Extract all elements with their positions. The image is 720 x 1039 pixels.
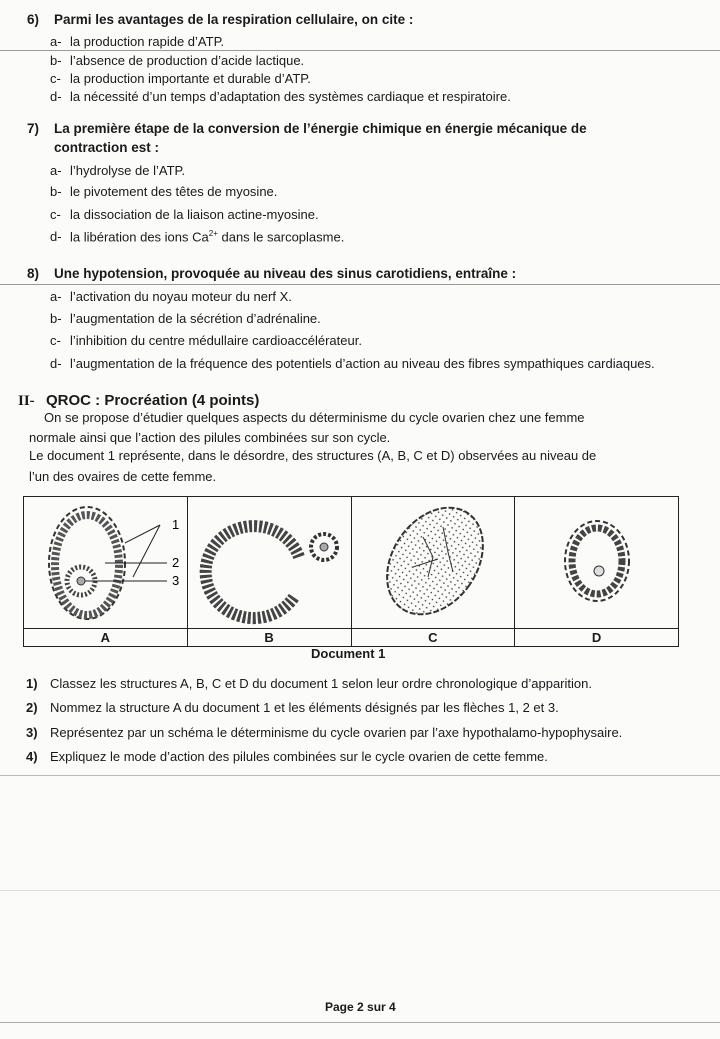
q6-a: a- la production rapide d’ATP. — [50, 34, 225, 49]
corpus-luteum-drawing — [353, 497, 513, 625]
q8-b: b- l’augmentation de la sécrétion d’adrénaline. — [50, 311, 321, 326]
page-number: Page 2 sur 4 — [325, 1000, 396, 1014]
figure-b — [187, 497, 351, 629]
q7-d: d- la libération des ions $Ca^{2+}$ dans le sarcoplasme. — [50, 229, 345, 245]
section-title: II- QROC : Procréation (4 points) — [18, 392, 260, 409]
question-2: 2) Nommez la structure A du document 1 et les éléments désignés par les flèches 1, 2 et 3. — [26, 700, 559, 715]
q7-title: 7) La première étape de la conversion de l’énergie chimique en énergie mécanique de — [27, 121, 587, 136]
q7-a: a- l’hydrolyse de l’ATP. — [50, 163, 186, 178]
cavitary-follicle-drawing — [517, 497, 677, 625]
label-b: B — [187, 629, 351, 647]
q7-title-2: contraction est : — [54, 140, 160, 155]
question-4: 4) Expliquez le mode d’action des pilules combinées sur le cycle ovarien de cette femme. — [26, 749, 548, 764]
q7-c: c- la dissociation de la liaison actine-myosine. — [50, 207, 319, 222]
q6-b: b- l’absence de production d’acide lactique. — [50, 53, 305, 68]
q8-a: a- l’activation du noyau moteur du nerf X. — [50, 289, 292, 304]
figure-a — [24, 497, 188, 629]
arrow-label-1: 1 — [172, 517, 180, 532]
intro-line-1: On se propose d’étudier quelques aspects du déterminisme du cycle ovarien chez une femme — [44, 410, 585, 425]
ovulation-drawing — [189, 497, 349, 625]
document-1-table — [23, 496, 679, 647]
question-1: 1) Classez les structures A, B, C et D du document 1 selon leur ordre chronologique d’apparition. — [26, 676, 592, 691]
arrow-label-2: 2 — [172, 555, 180, 570]
intro-line-3: Le document 1 représente, dans le désordre, des structures (A, B, C et D) observées au niveau de — [29, 448, 597, 463]
label-d: D — [515, 629, 679, 647]
q8-title: 8) Une hypotension, provoquée au niveau des sinus carotidiens, entraîne : — [27, 266, 517, 281]
figure-d — [515, 497, 679, 629]
mature-follicle-drawing — [25, 497, 185, 625]
q6-c: c- la production importante et durable d’ATP. — [50, 71, 311, 86]
arrow-label-3: 3 — [172, 573, 180, 588]
q8-c: c- l’inhibition du centre médullaire cardioaccélérateur. — [50, 333, 362, 348]
intro-line-2: normale ainsi que l’action des pilules combinées sur son cycle. — [29, 430, 391, 445]
figure-c — [351, 497, 515, 629]
q7-b: b- le pivotement des têtes de myosine. — [50, 184, 278, 199]
intro-line-4: l’un des ovaires de cette femme. — [29, 469, 217, 484]
question-3: 3) Représentez par un schéma le déterminisme du cycle ovarien par l’axe hypothalamo-hypophysaire. — [26, 725, 623, 740]
label-c: C — [351, 629, 515, 647]
q6-d: d- la nécessité d’un temps d’adaptation des systèmes cardiaque et respiratoire. — [50, 89, 511, 104]
q8-d: d- l’augmentation de la fréquence des potentiels d’action au niveau des fibres sympathiques cardiaques. — [50, 356, 655, 371]
label-a: A — [24, 629, 188, 647]
document-caption: Document 1 — [311, 646, 386, 661]
q6-title: 6) Parmi les avantages de la respiration cellulaire, on cite : — [27, 12, 414, 27]
